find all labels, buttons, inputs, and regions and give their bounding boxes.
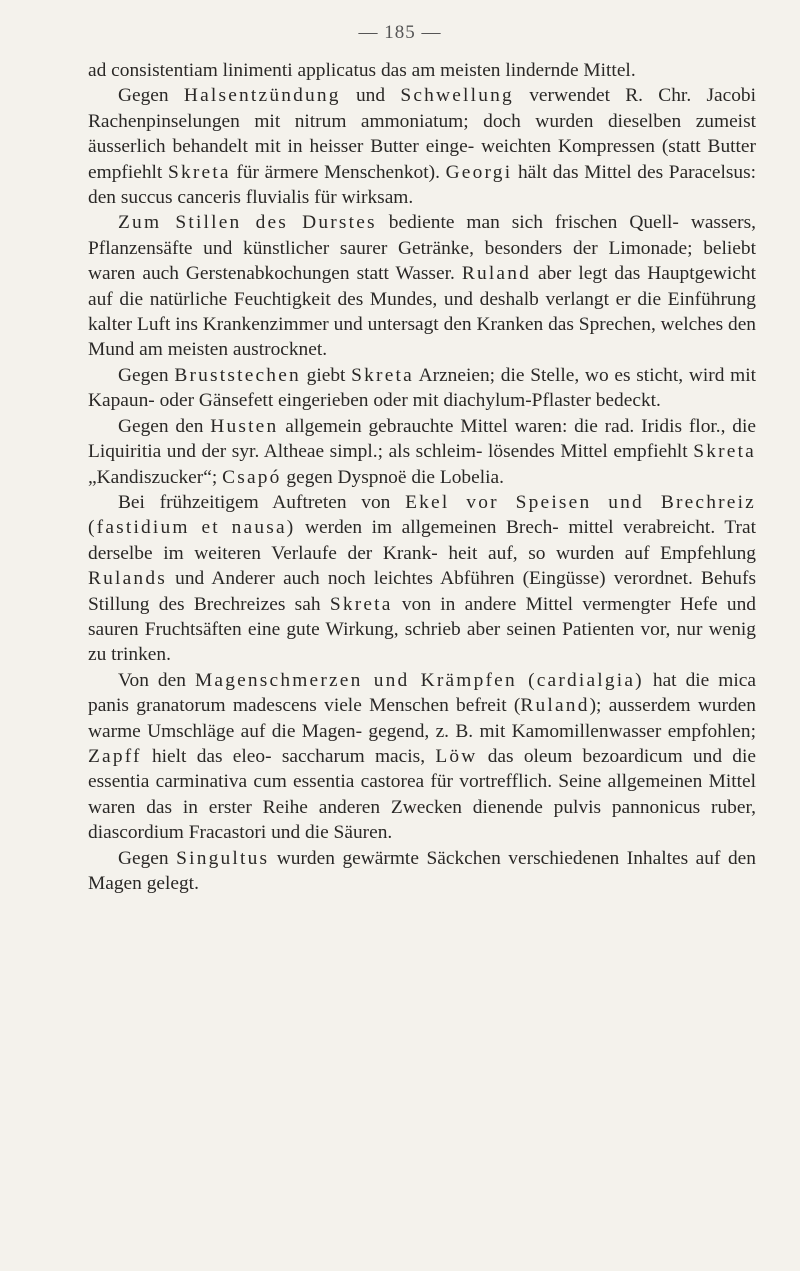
spaced-emphasis: Zum Stillen des Durstes bbox=[118, 212, 377, 234]
text-run: bediente man sich frischen Quell- wassers, Pflanzensäfte und künstlicher saurer Getränke, besonders der Limonade; beliebt waren auch Gerstenabkochungen statt Wasser. bbox=[88, 212, 756, 285]
text-run: Gegen bbox=[118, 364, 175, 386]
page-number: — 185 — bbox=[358, 22, 442, 43]
text-run: Von den bbox=[118, 669, 195, 691]
text-run: ad consistentiam linimenti applicatus das am meisten lindernde Mittel. bbox=[88, 60, 636, 81]
text-run: und bbox=[340, 85, 401, 107]
text-run: Gegen bbox=[118, 847, 177, 869]
spaced-emphasis: Georgi bbox=[445, 161, 513, 183]
text-run: von in andere Mittel vermengter Hefe und sauren Fruchtsäften eine gute Wirkung, schrieb aber seinen Patienten vor, nur wenig zu trinken. bbox=[88, 593, 757, 666]
spaced-emphasis: Skreta bbox=[351, 364, 414, 386]
spaced-emphasis: Skreta bbox=[693, 441, 756, 463]
text-run: verwendet R. Chr. Jacobi Rachenpinselungen mit nitrum ammoniatum; doch wurden dieselben zumeist äusserlich behandelt mit in heisser Butter einge- weichten Kompressen (statt Butter empfiehlt bbox=[88, 85, 756, 183]
text-run: werden im allgemeinen Brech- mittel verabreicht. Trat derselbe im weiteren Verlaufe der Krank- heit auf, so wurden auf Empfehlung bbox=[88, 517, 756, 564]
text-run: aber legt das Hauptgewicht auf die natürliche Feuchtigkeit des Mundes, und deshalb verlangt er die Einführung kalter Luft ins Krankenzimmer und untersagt den Kranken das Sprechen, welches den Mund am meisten austrocknet. bbox=[88, 263, 757, 361]
text-run: Arzneien; die Stelle, wo es sticht, wird mit Kapaun- oder Gänsefett eingerieben oder mit diachylum-Pflaster bedeckt. bbox=[88, 364, 756, 412]
spaced-emphasis: Löw bbox=[435, 745, 478, 767]
text-run: Bei frühzeitigem Auftreten von bbox=[118, 491, 406, 513]
text-run: allgemein gebrauchte Mittel waren: die rad. Iridis flor., die Liquiritia und der syr. Altheae simpl.; als schleim- lösendes Mittel empfiehlt bbox=[88, 415, 756, 463]
text-run: wurden gewärmte Säckchen verschiedenen Inhaltes auf den Magen gelegt. bbox=[88, 847, 756, 894]
paragraph bbox=[88, 83, 756, 210]
text-run: hat die mica panis granatorum madescens viele Menschen befreit ( bbox=[88, 669, 756, 717]
paragraph bbox=[88, 490, 756, 668]
spaced-emphasis: Halsentzündung bbox=[183, 85, 341, 107]
spaced-emphasis: Skreta bbox=[167, 161, 231, 183]
spaced-emphasis: Csapó bbox=[222, 466, 282, 488]
paragraph bbox=[88, 210, 756, 362]
paragraph bbox=[88, 363, 756, 414]
spaced-emphasis: Ekel vor Speisen und Brechreiz (fastidium et nausa) bbox=[88, 491, 756, 539]
spaced-emphasis: Singultus bbox=[176, 847, 270, 869]
spaced-emphasis: Ruland bbox=[461, 263, 532, 285]
spaced-emphasis: Ruland bbox=[520, 695, 590, 717]
paragraph bbox=[88, 58, 756, 83]
text-run: Gegen bbox=[118, 85, 184, 107]
text-run: das oleum bezoardicum und die essentia carminativa cum essentia castorea für vortrefflich. Seine allgemeinen Mittel waren das in erster Reihe anderen Zwecken dienende pulvis pannonicus ruber, diascordium Fracastori und die Säuren. bbox=[88, 745, 756, 844]
text-run: „Kandiszucker“; bbox=[88, 466, 223, 488]
text-run: giebt bbox=[300, 364, 352, 386]
spaced-emphasis: Skreta bbox=[329, 593, 393, 615]
text-run: ); ausserdem wurden warme Umschläge auf die Magen- gegend, z. B. mit Kamomillenwasser empfohlen; bbox=[88, 695, 756, 742]
text-run: gegen Dyspnoë die Lobelia. bbox=[281, 466, 504, 488]
text-run: und Anderer auch noch leichtes Abführen (Eingüsse) verordnet. Behufs Stillung des Brechreizes sah bbox=[88, 568, 756, 615]
paragraph bbox=[88, 846, 756, 897]
spaced-emphasis: Magenschmerzen und Krämpfen (cardialgia) bbox=[194, 669, 644, 691]
spaced-emphasis: Schwellung bbox=[400, 85, 514, 107]
text-run: Gegen den bbox=[118, 415, 211, 437]
text-run: hielt das eleo- saccharum macis, bbox=[141, 745, 436, 767]
spaced-emphasis: Husten bbox=[210, 415, 279, 437]
text-run: hält das Mittel des Paracelsus: den succus canceris fluvialis für wirksam. bbox=[88, 161, 757, 209]
paragraph bbox=[88, 668, 756, 846]
body-text bbox=[88, 58, 756, 896]
spaced-emphasis: Rulands bbox=[88, 568, 167, 590]
paragraph bbox=[88, 414, 756, 490]
spaced-emphasis: Bruststechen bbox=[174, 364, 301, 386]
text-run: für ärmere Menschenkot). bbox=[230, 161, 446, 183]
spaced-emphasis: Zapff bbox=[88, 745, 142, 767]
